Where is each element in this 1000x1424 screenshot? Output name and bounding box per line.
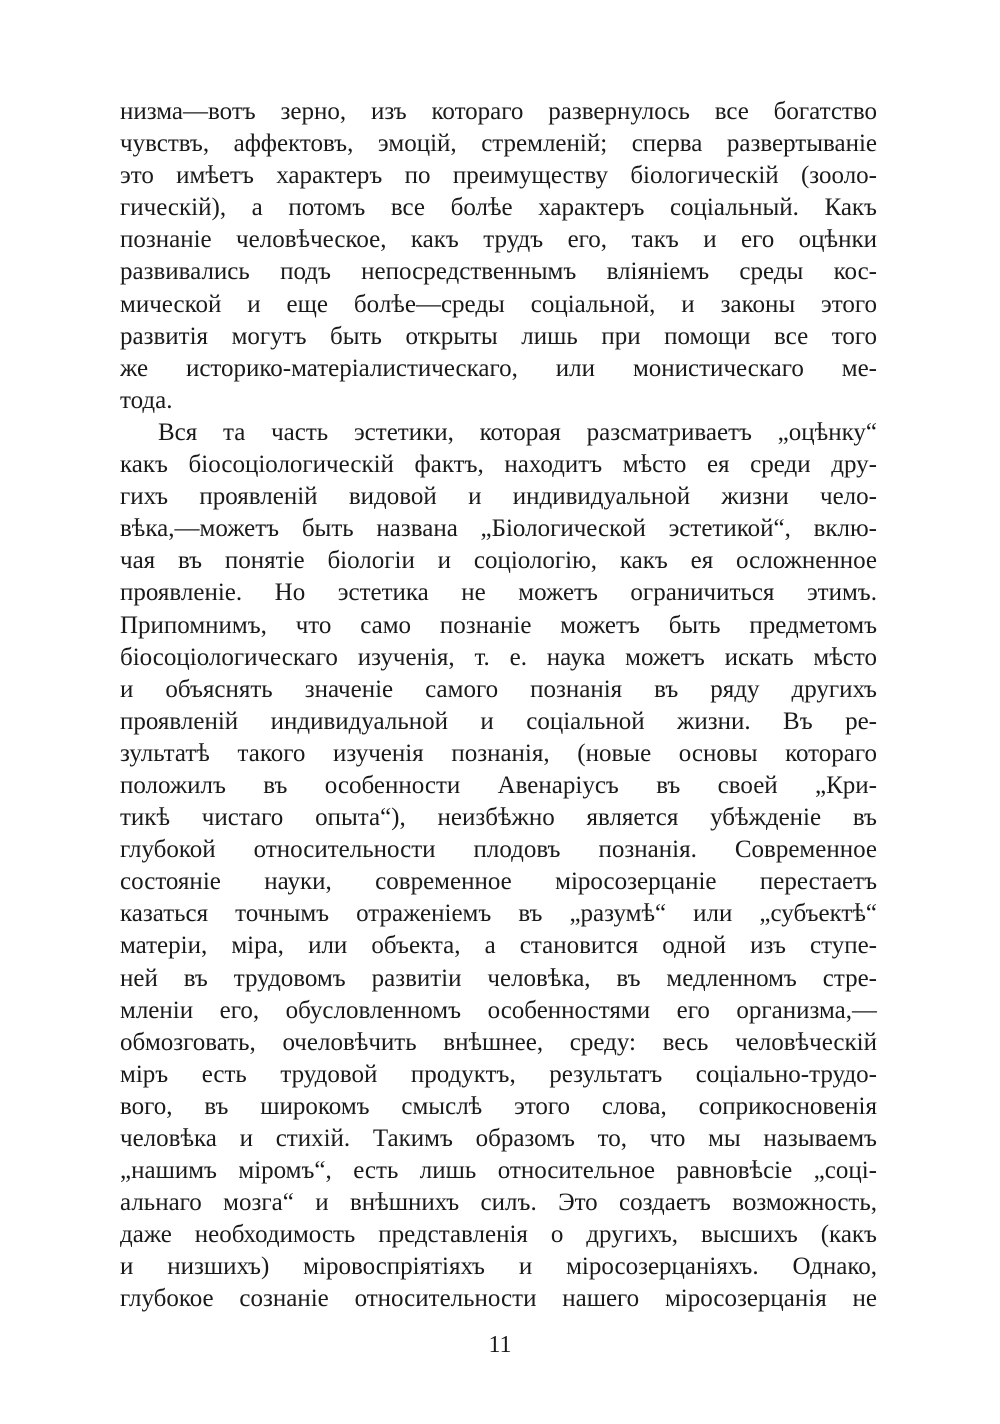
body-text (120, 96, 877, 1316)
text-line: альнаго мозга“ и внѣшнихъ силъ. Это создаетъ возможность, (120, 1189, 877, 1217)
text-line: глубокой относительности плодовъ познанія. Современное (120, 836, 877, 864)
text-line: и объяснять значеніе самого познанія въ ряду другихъ (120, 675, 877, 703)
text-line: тода. (120, 386, 173, 414)
page-number: 11 (488, 1332, 512, 1358)
text-line: глубокое сознаніе относительности нашего міросозерцанія не (120, 1285, 877, 1313)
text-line: вого, въ широкомъ смыслѣ этого слова, соприкосновенія (120, 1092, 877, 1120)
text-line: же историко-матеріалистическаго, или монистическаго ме- (120, 354, 877, 382)
text-line: положилъ въ особенности Авенаріусъ въ своей „Кри- (120, 771, 877, 799)
text-line: мической и еще болѣе—среды соціальной, и законы этого (120, 290, 877, 318)
text-line: низма—вотъ зерно, изъ котораго развернулось все богатство (120, 98, 877, 125)
text-line: чая въ понятіе біологіи и соціологію, какъ ея осложненное (120, 547, 877, 575)
text-line: Припомнимъ, что само познаніе можетъ быть предметомъ (120, 611, 877, 639)
text-line: гихъ проявленій видовой и индивидуальной жизни чело- (120, 483, 877, 511)
text-line: ней въ трудовомъ развитіи человѣка, въ медленномъ стре- (120, 964, 877, 992)
text-line: міръ есть трудовой продуктъ, результатъ соціально-трудо- (120, 1060, 877, 1088)
text-line: проявленій индивидуальной и соціальной жизни. Въ ре- (120, 707, 877, 735)
text-line: мленіи его, обусловленномъ особенностями его организма,— (120, 996, 877, 1024)
text-line: состояніе науки, современное міросозерцаніе перестаетъ (120, 868, 877, 896)
text-line: и низшихъ) міровоспріятіяхъ и міросозерцаніяхъ. Однако, (120, 1253, 877, 1281)
text-line: даже необходимость представленія о другихъ, высшихъ (какъ (120, 1221, 877, 1249)
text-line: проявленіе. Но эстетика не можетъ ограничиться этимъ. (120, 579, 877, 607)
text-line: гическій), а потомъ все болѣе характеръ соціальный. Какъ (120, 194, 877, 222)
text-line: тикѣ чистаго опыта“), неизбѣжно является убѣжденіе въ (120, 804, 877, 832)
text-line: развивались подъ непосредственнымъ вліяніемъ среды кос- (120, 258, 877, 286)
text-line: человѣка и стихій. Такимъ образомъ то, что мы называемъ (120, 1125, 877, 1152)
text-line: чувствъ, аффектовъ, эмоцій, стремленій; сперва развертываніе (120, 130, 877, 158)
text-line: это имѣетъ характеръ по преимуществу біологическій (зооло- (120, 162, 877, 190)
text-line: матеріи, міра, или объекта, а становится одной изъ ступе- (120, 932, 877, 960)
text-line: „нашимъ міромъ“, есть лишь относительное равновѣсіе „соці- (120, 1157, 877, 1185)
text-line: какъ біосоціологическій фактъ, находитъ мѣсто ея среди дру- (120, 451, 877, 479)
text-line: казаться точнымъ отраженіемъ въ „разумѣ“ или „субъектѣ“ (120, 900, 877, 928)
text-line: біосоціологическаго изученія, т. е. наука можетъ искать мѣсто (120, 643, 877, 671)
text-line: познаніе человѣческое, какъ трудъ его, такъ и его оцѣнки (120, 226, 877, 254)
paragraph-first-line: Вся та часть эстетики, которая разсматриваетъ „оцѣнку“ (158, 418, 877, 446)
text-line: обмозговать, очеловѣчить внѣшнее, среду: весь человѣческій (120, 1028, 877, 1056)
text-line: развитія могутъ быть открыты лишь при помощи все того (120, 322, 877, 350)
text-line: вѣка,—можетъ быть названа „Біологической эстетикой“, вклю- (120, 515, 877, 543)
text-line: зультатѣ такого изученія познанія, (новые основы котораго (120, 739, 877, 767)
